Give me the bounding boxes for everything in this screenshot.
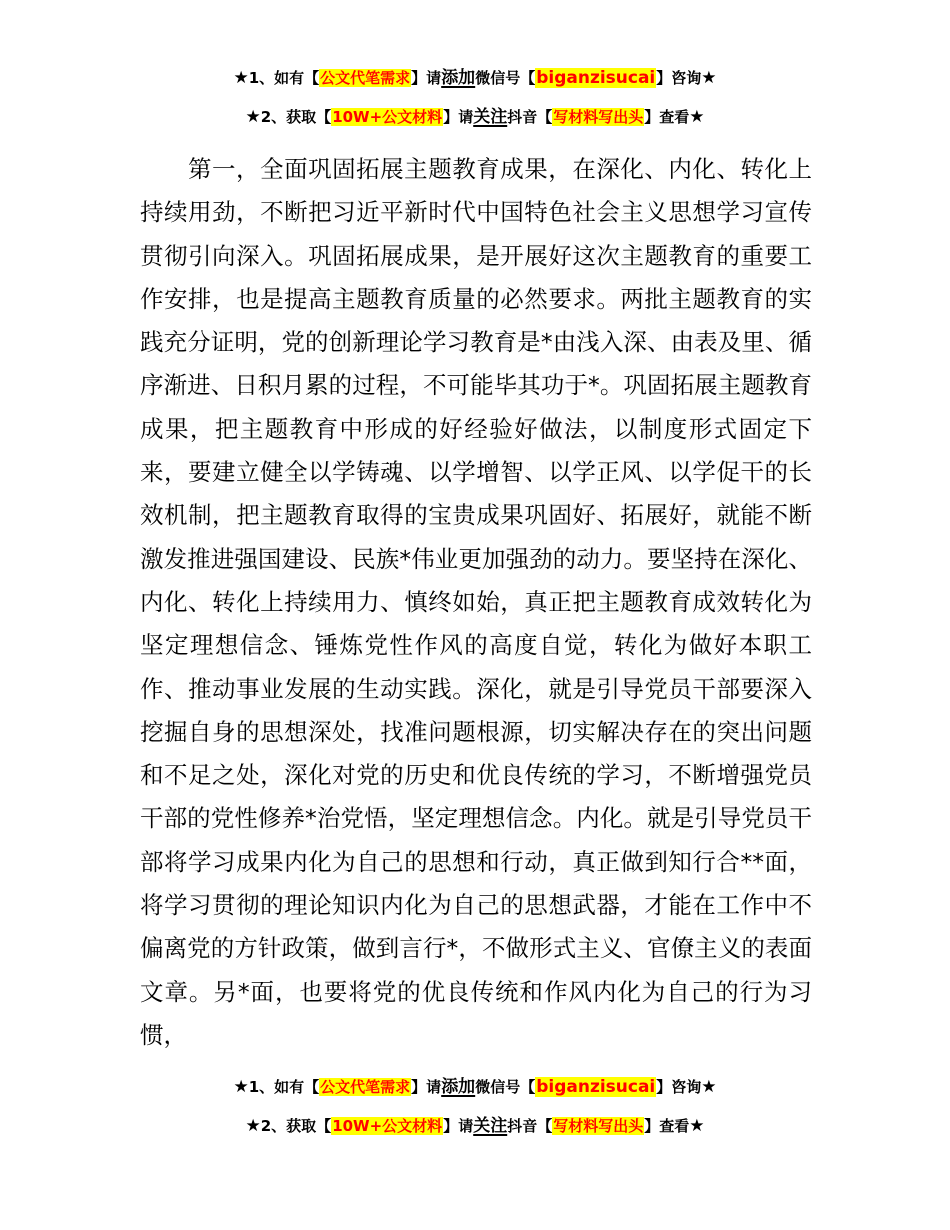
star-icon: ★: [701, 1077, 717, 1097]
star-icon: ★: [233, 68, 249, 88]
star-icon: ★: [701, 68, 717, 88]
banner-text: 2、获取【: [260, 1117, 332, 1135]
header-banner: [0, 68, 950, 127]
douyin-account[interactable]: 写材料写出头: [553, 1117, 644, 1135]
star-icon: ★: [245, 1116, 261, 1136]
banner-text: 微信号【: [475, 69, 536, 87]
article-paragraph: 第一，全面巩固拓展主题教育成果，在深化、内化、转化上持续用劲，不断把习近平新时代中国特色社会主义思想学习宣传贯彻引向深入。巩固拓展成果，是开展好这次主题教育的重要工作安排，也是提高主题教育质量的必然要求。两批主题教育的实践充分证明，党的创新理论学习教育是*由浅入深、由表及里、循序渐进、日积月累的过程，不可能毕其功于*。巩固拓展主题教育成果，把主题教育中形成的好经验好做法，以制度形式固定下来，要建立健全以学铸魂、以学增智、以学正风、以学促干的长效机制，把主题教育取得的宝贵成果巩固好、拓展好，就能不断激发推进强国建设、民族*伟业更加强劲的动力。要坚持在深化、内化、转化上持续用力、慎终如始，真正把主题教育成效转化为坚定理想信念、锤炼党性作风的高度自觉，转化为做好本职工作、推动事业发展的生动实践。深化，就是引导党员干部要深入挖掘自身的思想深处，找准问题根源，切实解决存在的突出问题和不足之处，深化对党的历史和优良传统的学习，不断增强党员干部的党性修养*治党悟，坚定理想信念。内化。就是引导党员干部将学习成果内化为自己的思想和行动，真正做到知行合**面，将学习贯彻的理论知识内化为自己的思想武器，才能在工作中不偏离党的方针政策，做到言行*，不做形式主义、官僚主义的表面文章。另*面，也要将党的优良传统和作风内化为自己的行为习惯，: [140, 155, 812, 1049]
banner-line-1: [0, 68, 950, 88]
highlight-service: 公文代笔需求: [320, 69, 411, 87]
star-icon: ★: [689, 107, 705, 127]
banner-text: 】请: [411, 1078, 442, 1096]
wechat-id[interactable]: biganzisucai: [536, 68, 656, 88]
banner-text: 】请: [443, 1117, 474, 1135]
star-icon: ★: [689, 1116, 705, 1136]
banner-text: 】查看: [644, 1117, 690, 1135]
douyin-account[interactable]: 写材料写出头: [553, 108, 644, 126]
banner-text: 】咨询: [656, 1078, 702, 1096]
banner-text: 】请: [443, 108, 474, 126]
banner-text: 】查看: [644, 108, 690, 126]
wechat-id[interactable]: biganzisucai: [536, 1077, 656, 1097]
star-icon: ★: [245, 107, 261, 127]
highlight-service: 公文代笔需求: [320, 1078, 411, 1096]
banner-text: 抖音【: [507, 108, 553, 126]
banner-text: 抖音【: [507, 1117, 553, 1135]
underlined-word: 添加: [441, 68, 476, 88]
banner-text: 微信号【: [475, 1078, 536, 1096]
underlined-word: 关注: [473, 107, 508, 127]
banner-text: 】请: [411, 69, 442, 87]
underlined-word: 关注: [473, 1116, 508, 1136]
banner-text: 2、获取【: [260, 108, 332, 126]
banner-line-2: [0, 1116, 950, 1136]
banner-text: 1、如有【: [248, 1078, 320, 1096]
underlined-word: 添加: [441, 1077, 476, 1097]
star-icon: ★: [233, 1077, 249, 1097]
banner-line-1: [0, 1077, 950, 1097]
banner-text: 】咨询: [656, 69, 702, 87]
footer-banner: [0, 1077, 950, 1136]
banner-line-2: [0, 107, 950, 127]
highlight-materials: 10W+公文材料: [332, 108, 443, 126]
highlight-materials: 10W+公文材料: [332, 1117, 443, 1135]
banner-text: 1、如有【: [248, 69, 320, 87]
